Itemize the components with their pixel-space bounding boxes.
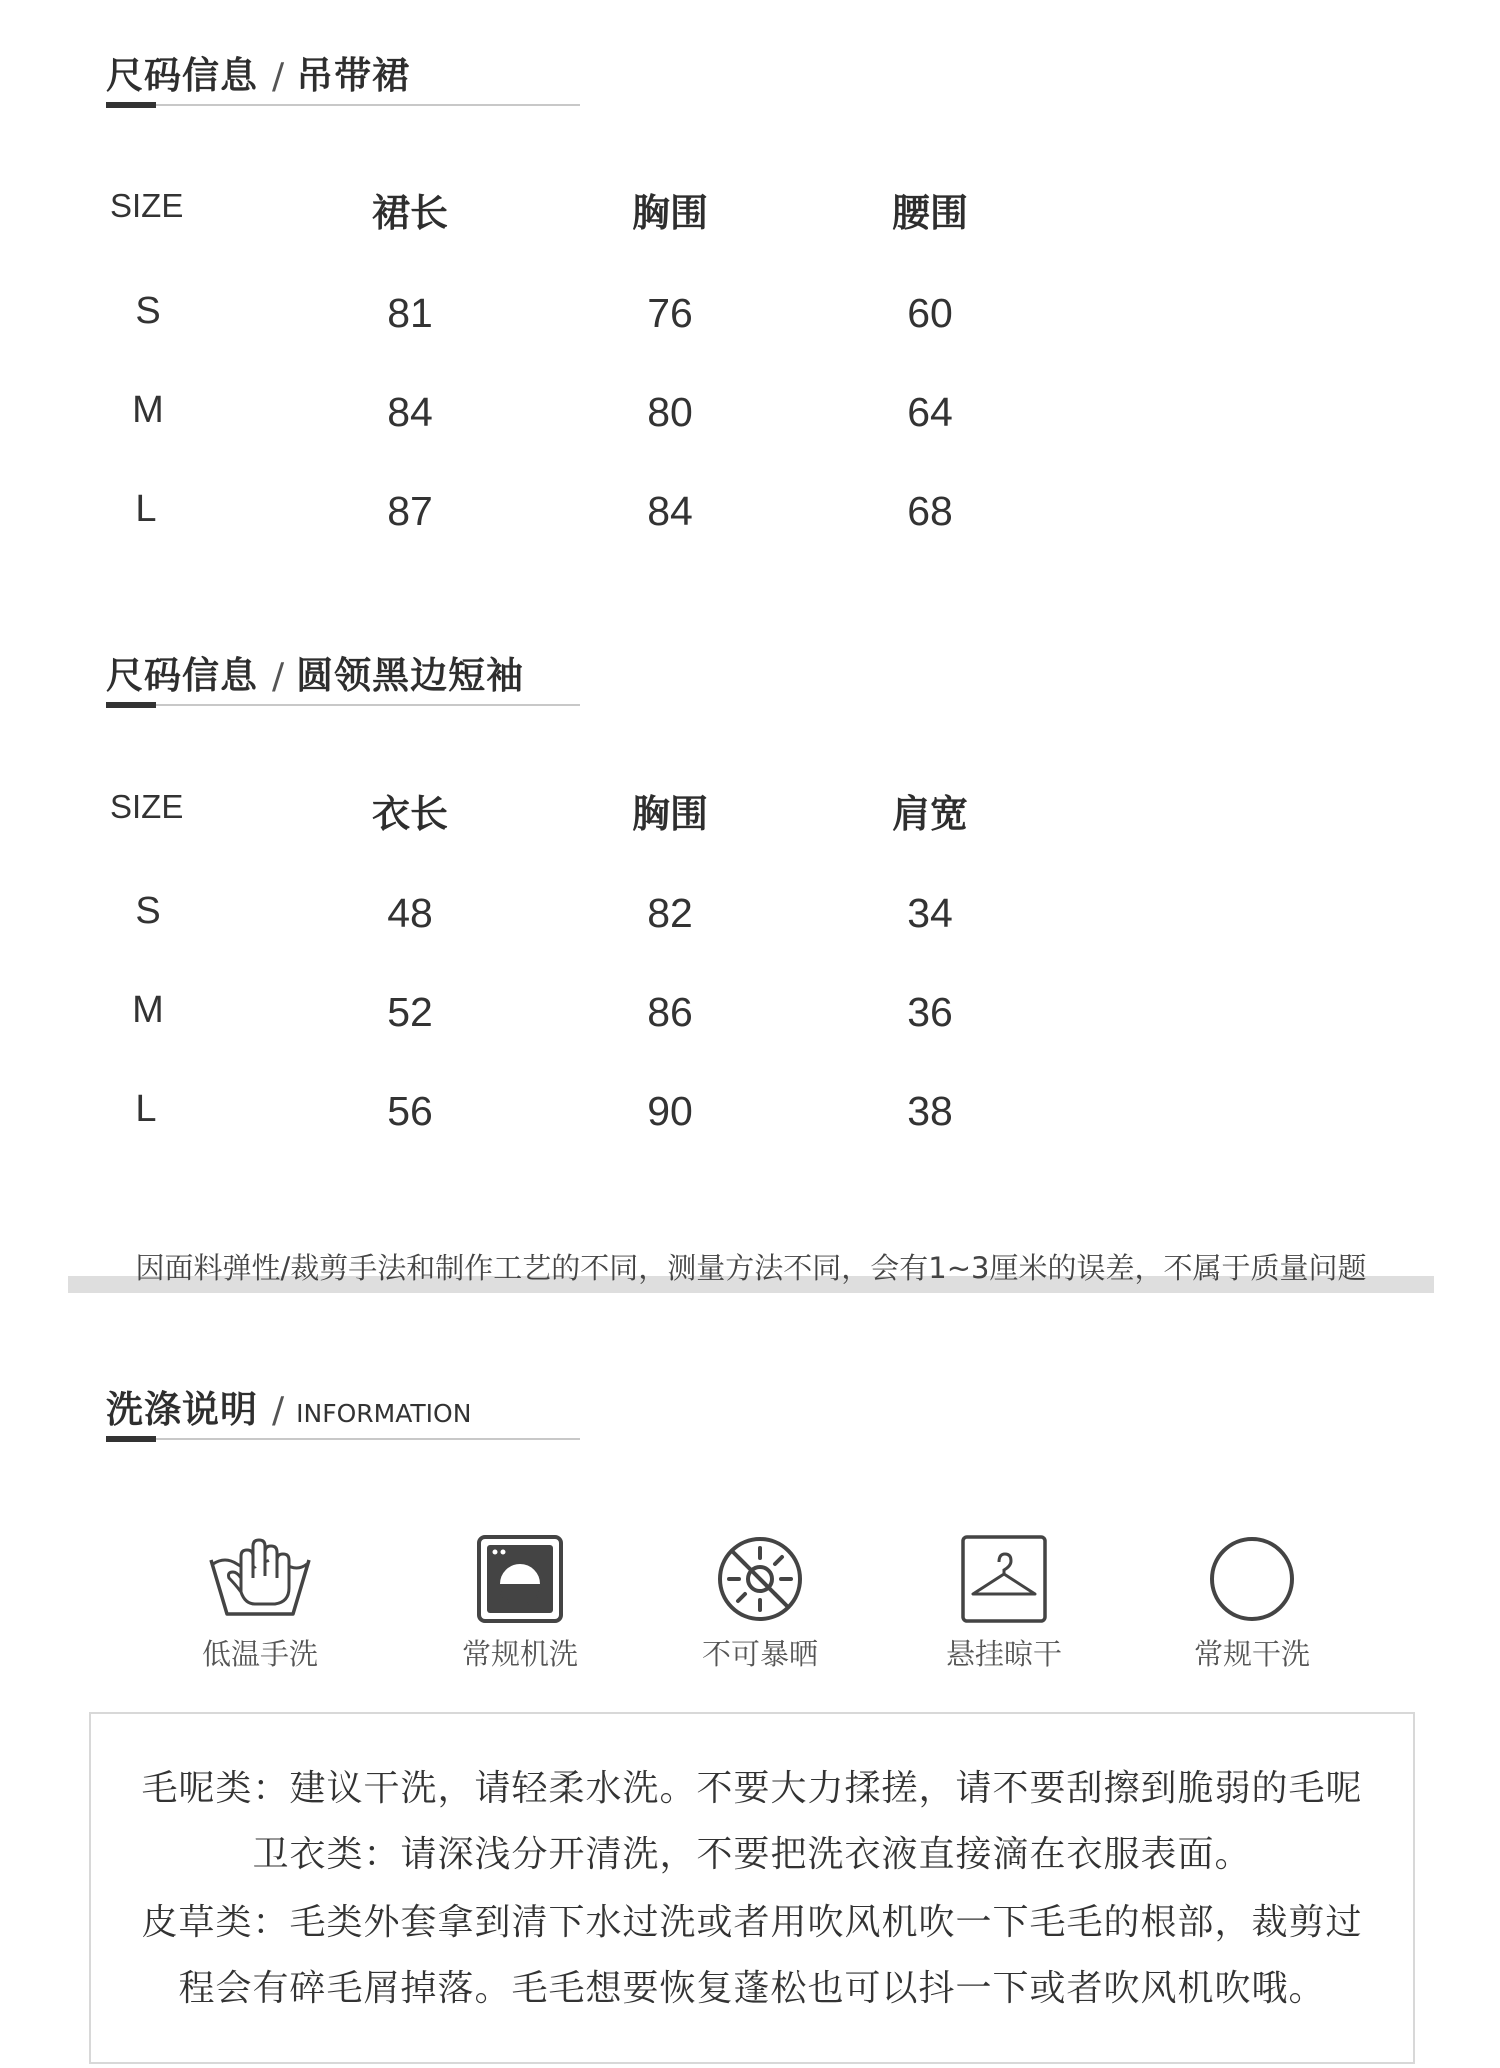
care-label: 常规机洗 [461,1637,578,1671]
size-label: S [135,890,161,932]
size-label: S [135,290,161,332]
care-label: 低温手洗 [201,1637,318,1671]
section-title-sub: 圆领黑边短袖 [296,654,525,697]
heading-accent-bar [106,702,156,708]
col-header-waist: 腰围 [891,191,968,235]
care-label: 悬挂晾干 [945,1637,1062,1671]
no-sun-icon [705,1534,815,1624]
hand-wash-icon [205,1534,315,1624]
section-heading-dress [106,50,580,106]
col-header-bust: 胸围 [631,191,708,235]
instruction-line: 皮草类：毛类外套拿到清下水过洗或者用吹风机吹一下毛毛的根部，裁剪过 [141,1902,1363,1943]
instruction-line: 卫衣类：请深浅分开清洗，不要把洗衣液直接滴在衣服表面。 [252,1834,1252,1875]
col-header-shoulder: 肩宽 [891,792,968,836]
table-cell: 68 [907,488,953,534]
title-slash: / [272,1390,285,1431]
table-cell: 60 [907,290,953,336]
size-label: M [132,389,164,431]
col-header-size: SIZE [110,788,184,825]
table-cell: 84 [647,488,693,534]
table-cell: 56 [387,1088,433,1134]
table-cell: 52 [387,989,433,1035]
table-cell: 82 [647,890,693,936]
section-title-main: 尺码信息 [106,54,258,97]
section-title-main: 洗涤说明 [106,1388,258,1431]
table-cell: 38 [907,1088,953,1134]
table-cell: 48 [387,890,433,936]
section-title-main: 尺码信息 [106,654,258,697]
heading-underline [106,704,580,706]
care-item-machine-wash [430,1534,610,1673]
size-label: L [135,1088,157,1130]
table-cell: 36 [907,989,953,1035]
care-instructions-box [89,1712,1415,2064]
disclaimer-text: 因面料弹性/裁剪手法和制作工艺的不同，测量方法不同，会有1~3厘米的误差，不属于质量问题 [135,1251,1367,1285]
heading-accent-bar [106,1436,156,1442]
col-header-bust: 胸围 [631,792,708,836]
size-label: M [132,989,164,1031]
table-cell: 81 [387,290,433,336]
section-title-sub: INFORMATION [296,1399,472,1428]
size-label: L [135,488,157,530]
title-slash: / [272,56,285,97]
table-cell: 84 [387,389,433,435]
care-item-no-sun [670,1534,850,1673]
hang-dry-icon [949,1534,1059,1624]
table-cell: 64 [907,389,953,435]
care-item-dry-clean [1162,1534,1342,1673]
instruction-line: 程会有碎毛屑掉落。毛毛想要恢复蓬松也可以抖一下或者吹风机吹哦。 [178,1968,1326,2009]
care-item-hang-dry [914,1534,1094,1673]
heading-accent-bar [106,102,156,108]
col-header-length: 衣长 [371,792,448,836]
col-header-size: SIZE [110,187,184,224]
instruction-line: 毛呢类：建议干洗，请轻柔水洗。不要大力揉搓，请不要刮擦到脆弱的毛呢 [141,1768,1363,1809]
care-label: 不可暴晒 [701,1637,818,1671]
section-heading-care [106,1384,580,1440]
care-item-hand-wash [170,1534,350,1673]
table-cell: 90 [647,1088,693,1134]
table-cell: 76 [647,290,693,336]
table-cell: 87 [387,488,433,534]
machine-wash-icon [465,1534,575,1624]
table-cell: 86 [647,989,693,1035]
table-cell: 80 [647,389,693,435]
heading-underline [106,1438,580,1440]
heading-underline [106,104,580,106]
care-label: 常规干洗 [1193,1637,1310,1671]
dry-clean-icon [1197,1534,1307,1624]
col-header-length: 裙长 [371,191,448,235]
title-slash: / [272,656,285,697]
section-title-sub: 吊带裙 [296,54,411,97]
table-cell: 34 [907,890,953,936]
section-heading-tee [106,650,580,706]
